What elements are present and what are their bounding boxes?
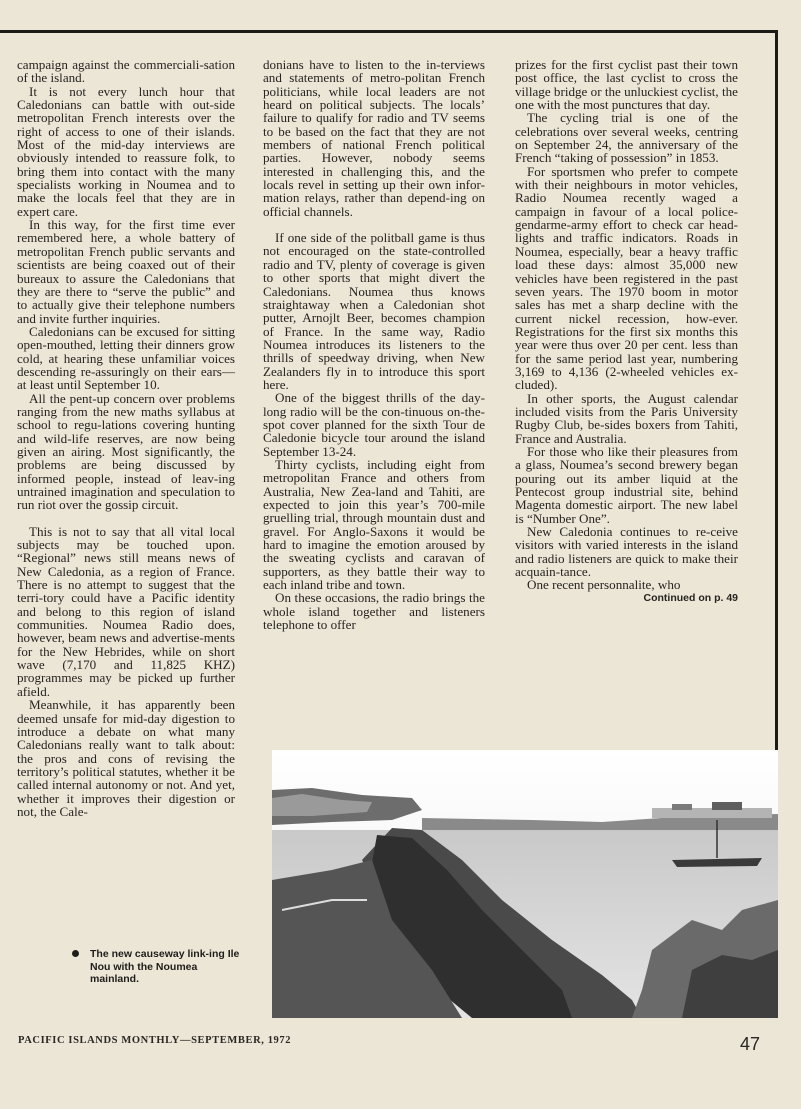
paragraph: For sportsmen who prefer to compete with their neighbours in motor vehicles, Radio Noumea recently waged a campaign in favour of a local police-gendarme-army effort to check car head-lights and traffic indicators. Roads in Noumea, especially, bear a heavy traffic load these days: almost 35,000 new vehicles have been registered in the past seven years. The 1970 boom in motor sales has met a sharp decline with the current nickel recession, how-ever. Registrations for the first six months this year were thus over 20 per cent. less than for the same period last year, numbering 3,169 to 4,136 (2-wheeled vehicles ex-cluded). xyxy=(515,163,738,393)
paragraph: It is not every lunch hour that Caledonians can battle with out-side metropolitan French interests over the right of access to one of their islands. Most of the mid-day interviews are obviously intended to reassure folk, to bring them into contact with the many specialists working in Noumea and to make the locals feel that they are in expert care. xyxy=(17,83,235,219)
article-column-1 xyxy=(17,58,235,818)
paragraph: On these occasions, the radio brings the whole island together and listeners telephone to offer xyxy=(263,590,485,633)
right-rule xyxy=(775,30,778,750)
article-column-3 xyxy=(515,58,738,605)
paragraph: Thirty cyclists, including eight from metropolitan France and others from Australia, New Zea-land and Tahiti, are expected to join this year’s 700-mile gruelling trial, through mountain dust and gravel. For Anglo-Saxons it would be hard to imagine the emotion aroused by the sweating cyclists and caravan of supporters, as they battle their way to each inland tribe and town. xyxy=(263,456,485,593)
paragraph: donians have to listen to the in-terviews and statements of metro-politan French politicians, while local leaders are not heard on political subjects. The locals’ failure to qualify for radio and TV seems to be based on the fact that they are not members of national French political parties. However, nobody seems interested in challenging this, and the locals revel in setting up their own infor-mation relays, rather than depend-ing on official channels. xyxy=(263,57,485,219)
photo-caption xyxy=(72,948,240,986)
paragraph: New Caledonia continues to re-ceive visitors with varied interests in the island and radio listeners are quick to make their acquain-tance. xyxy=(515,524,738,580)
paragraph: The cycling trial is one of the celebrations over several weeks, centring on September 24, the anniversary of the French “taking of possession” in 1853. xyxy=(515,110,738,166)
continued-note: Continued on p. 49 xyxy=(643,591,738,604)
paragraph: For those who like their pleasures from a glass, Noumea’s second brewery began pouring out its amber liquid at the Pentecost group industrial site, behind Magenta domestic airport. The new label is “Number One”. xyxy=(515,443,738,526)
footer-publication: PACIFIC ISLANDS MONTHLY—SEPTEMBER, 1972 xyxy=(18,1035,292,1046)
top-rule xyxy=(0,30,778,33)
paragraph: One recent personnalite, who xyxy=(527,577,681,593)
paragraph: One of the biggest thrills of the day-long radio will be the con-tinuous on-the-spot cover planned for the sixth Tour de Caledonie bicycle tour around the island September 13-24. xyxy=(263,390,485,459)
paragraph: All the pent-up concern over problems ranging from the new maths syllabus at school to regu-lations covering hunting and wild-life reserves, are now being given an airing. Most significantly, the problems are being discussed by informed people, instead of leav-ing untrained imagination and speculation to run riot over the gossip circuit. xyxy=(17,390,235,513)
paragraph: In other sports, the August calendar included visits from the Paris University Rugby Club, be-sides boxers from Tahiti, France and Australia. xyxy=(515,390,738,446)
paragraph: In this way, for the first time ever remembered here, a whole battery of metropolitan French public servants and scientists are being coaxed out of their bureaux to assure the Caledonians that they are there to “serve the public” and to actually give their telephone numbers and invite further inquiries. xyxy=(17,217,235,326)
paragraph: prizes for the first cyclist past their town post office, the last cyclist to cross the village bridge or the unluckiest cyclist, the one with the most punctures that day. xyxy=(515,57,738,113)
bullet-icon xyxy=(72,950,79,957)
paragraph: If one side of the politball game is thus not encouraged on the state-controlled radio and TV, plenty of coverage is given to other sports that might divert the Caledonians. Noumea thus knows straightaway when a Caledonian shot putter, Arnojlt Beer, becomes champion of France. In the same way, Radio Noumea introduces its listeners to the thrills of speedway driving, when New Zealanders fly in to introduce this sport here. xyxy=(263,230,485,392)
article-column-2 xyxy=(263,58,485,631)
page-number: 47 xyxy=(740,1034,761,1054)
caption-text: The new causeway link-ing Ile Nou with the Noumea mainland. xyxy=(90,948,240,986)
paragraph: campaign against the commerciali-sation of the island. xyxy=(17,57,235,86)
paragraph: Meanwhile, it has apparently been deemed unsafe for mid-day digestion to introduce a debate on what many Caledonians really want to talk about: the pros and cons of revising the territory’s political statutes, whether it be called internal autonomy or not. And yet, whether it improves their digestion or not, the Cale- xyxy=(17,697,235,819)
paragraph: This is not to say that all vital local subjects may be touched upon. “Regional” news still means news of New Caledonia, as a region of France. There is no attempt to suggest that the terri-tory could have a Pacific identity and belong to this region of island communities. Noumea Radio does, however, beam news and advertise-ments for the New Hebrides, while on short wave (7,170 and 11,825 KHZ) programmes may be picked up further afield. xyxy=(17,523,235,699)
causeway-photo xyxy=(272,750,778,1018)
paragraph: Caledonians can be excused for sitting open-mouthed, letting their dinners grow cold, at hearing these unfamiliar voices descending re-assuringly on their ears—at least until September 10. xyxy=(17,323,235,393)
